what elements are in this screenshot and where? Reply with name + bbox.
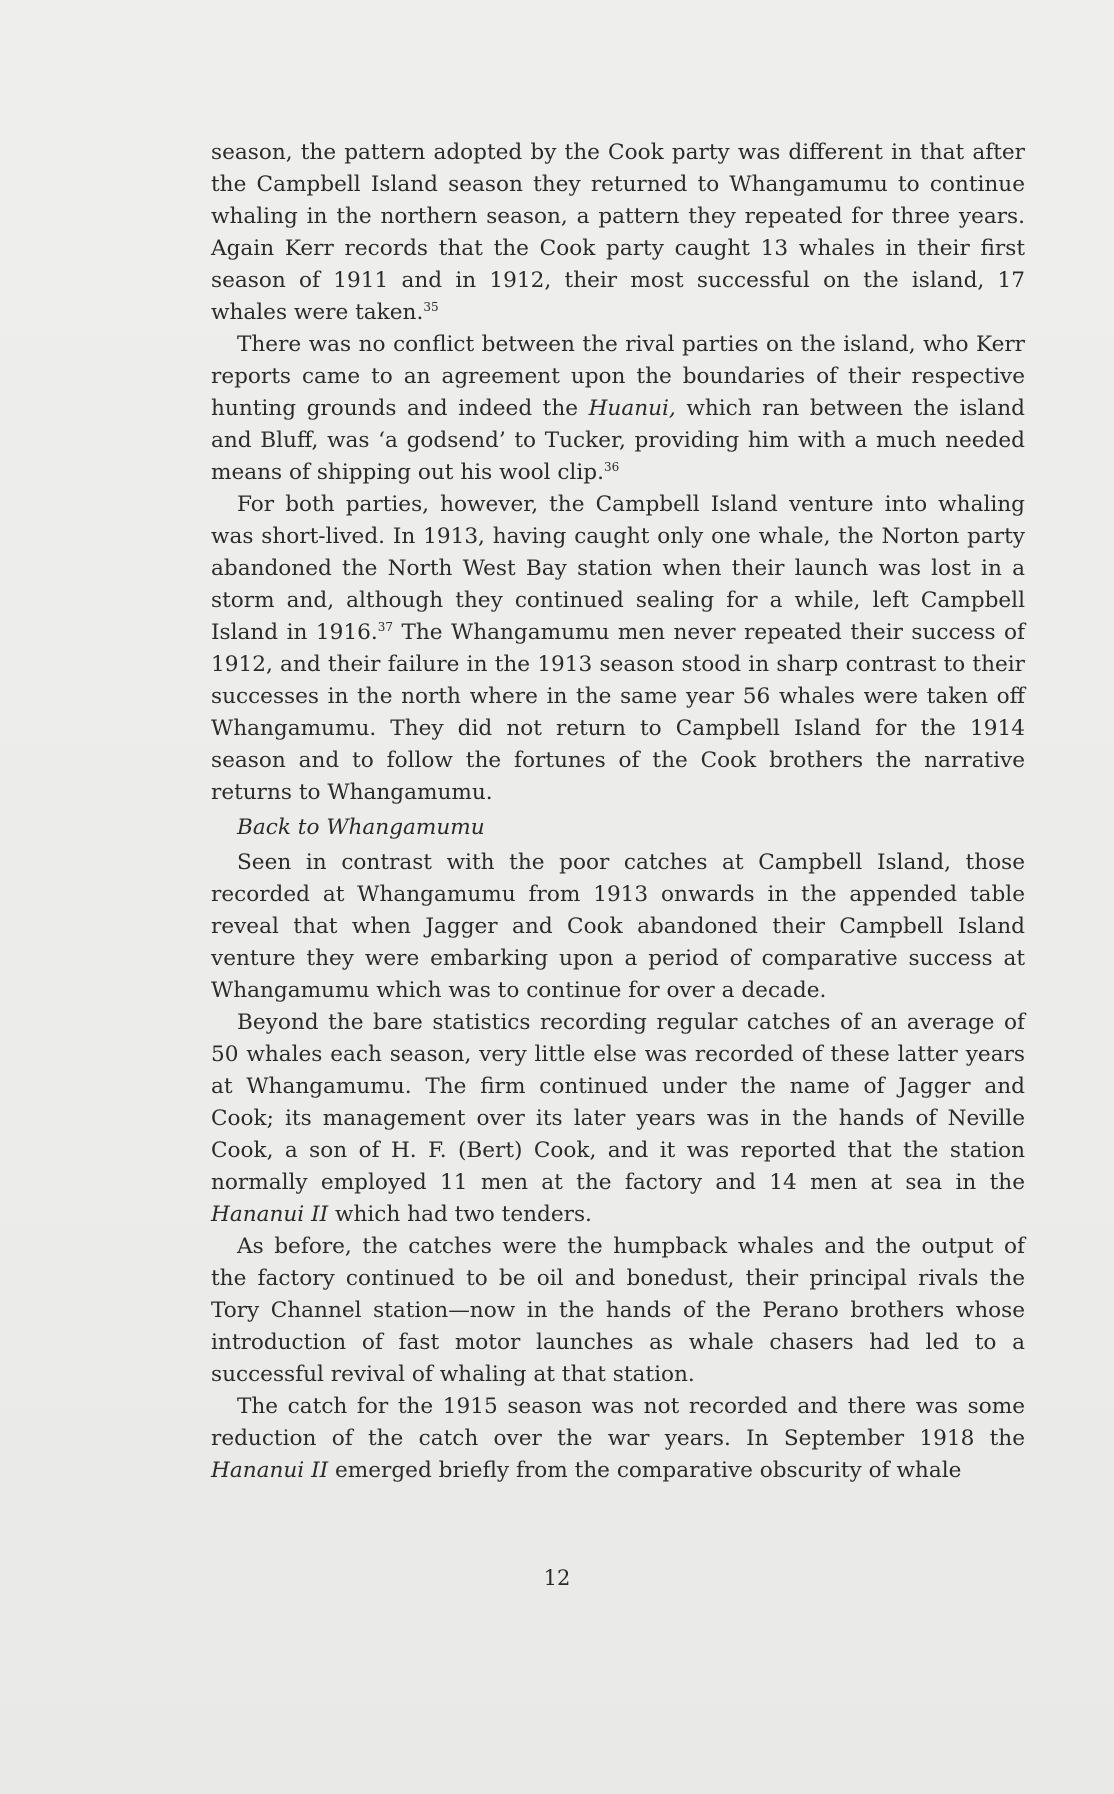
text-run: As before, the catches were the humpback whales and the output of the factory continued to be oil and bonedust, their principal rivals the Tory Channel station—now in the hands of the Perano brothers whose introduction of fast motor launches as whale chasers had led to a successful revival of whaling at that station. (211, 1234, 1025, 1387)
italic-run: Hananui II (211, 1202, 329, 1227)
paragraph-3 (211, 489, 1025, 809)
body-text (211, 137, 1025, 1487)
text-run: For both parties, however, the Campbell Island venture into whaling was short-lived. In 1913, having caught only one whale, the Norton party abandoned the North West Bay station when their launch was lost in a storm and, although they continued sealing for a while, left Campbell Island in 1916. (211, 492, 1025, 645)
paragraph-5 (211, 1007, 1025, 1231)
text-run: which ran between the island and Bluff, was ‘a godsend’ to Tucker, providing him with a much needed means of shipping out his wool clip. (211, 396, 1025, 485)
text-run: The Whangamumu men never repeated their success of 1912, and their failure in the 1913 season stood in sharp contrast to their successes in the north where in the same year 56 whales were taken off Whangamumu. They did not return to Campbell Island for the 1914 season and to follow the fortunes of the Cook brothers the narrative returns to Whangamumu. (211, 620, 1025, 805)
text-run: The catch for the 1915 season was not recorded and there was some reduction of the catch over the war years. In September 1918 the (211, 1394, 1025, 1451)
italic-run: Huanui, (588, 396, 676, 421)
footnote-ref: 37 (377, 620, 393, 634)
text-run: There was no conflict between the rival parties on the island, who Kerr reports came to an agreement upon the boundaries of their respective hunting grounds and indeed the (211, 332, 1025, 421)
text-run: emerged briefly from the comparative obscurity of whale (328, 1458, 962, 1483)
footnote-ref: 35 (423, 300, 439, 314)
text-run: Seen in contrast with the poor catches at Campbell Island, those recorded at Whangamumu from 1913 onwards in the appended table reveal that when Jagger and Cook abandoned their Campbell Island venture they were embarking upon a period of comparative success at Whangamumu which was to continue for over a decade. (211, 850, 1025, 1003)
paragraph-4 (211, 847, 1025, 1007)
text-run: which had two tenders. (328, 1202, 592, 1227)
paragraph-6 (211, 1231, 1025, 1391)
page-number: 12 (543, 1566, 571, 1590)
text-run: Beyond the bare statistics recording regular catches of an average of 50 whales each season, very little else was recorded of these latter years at Whangamumu. The firm continued under the name of Jagger and Cook; its management over its later years was in the hands of Neville Cook, a son of H. F. (Bert) Cook, and it was reported that the station normally employed 11 men at the factory and 14 men at sea in the (211, 1010, 1025, 1195)
section-heading: Back to Whangamumu (237, 815, 485, 840)
footnote-ref: 36 (603, 460, 620, 474)
paragraph-2 (211, 329, 1025, 489)
paragraph-7 (211, 1391, 1025, 1487)
paragraph-1 (211, 137, 1025, 329)
text-run: season, the pattern adopted by the Cook party was different in that after the Campbell Island season they returned to Whangamumu to continue whaling in the northern season, a pattern they repeated for three years. Again Kerr records that the Cook party caught 13 whales in their first season of 1911 and in 1912, their most successful on the island, 17 whales were taken. (211, 140, 1025, 325)
italic-run: Hananui II (211, 1458, 329, 1483)
